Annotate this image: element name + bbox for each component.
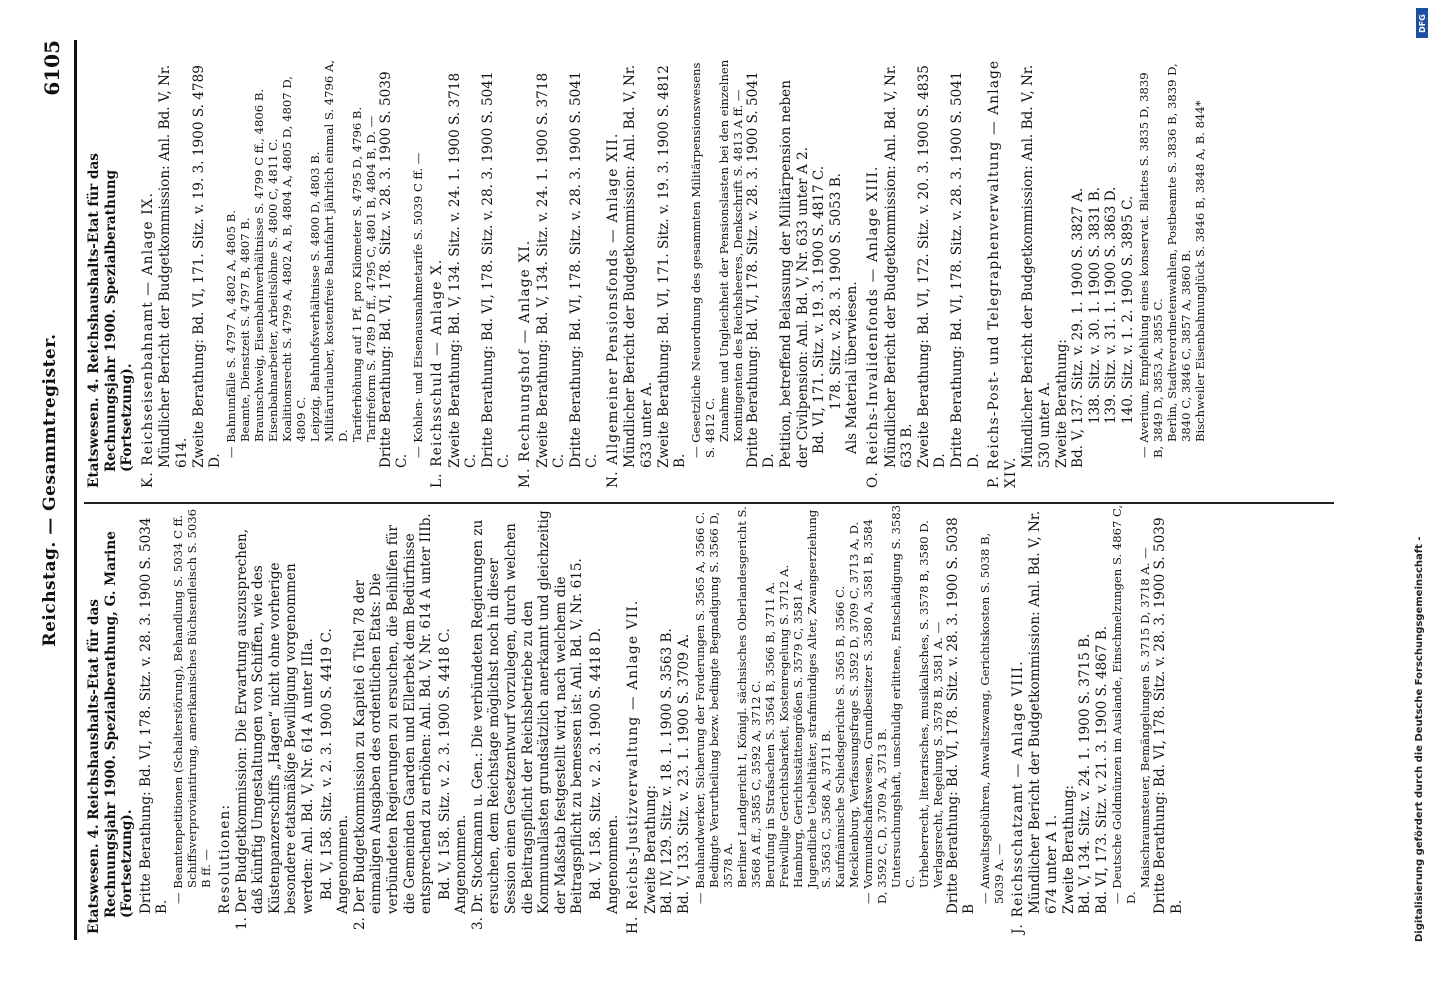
section-heading: Etatswesen. 4. Reichshaushalts-Etat für das Rechnungsjahr 1900. Spezialberathung, G. Marine (Fortsetzung).: [86, 531, 136, 934]
subentry: — Kohlen- und Eisenausnahmetarife S. 5039 C ff. —: [410, 152, 425, 458]
section-m: M. Rechnungshof — Anlage XI.: [516, 239, 533, 488]
entry: 140. Sitz. v. 1. 2. 1900 S. 3895 C.: [1119, 195, 1136, 424]
subentry: Berliner Landgericht I, Königl. sächsisches Oberlandesgericht S. 3568 A ff., 3585 C, 3592 A, 3712 C.: [734, 506, 763, 888]
left-column: [86, 504, 1186, 934]
section-o: O. Reichs-Invalidenfonds — Anlage XIII.: [865, 165, 881, 488]
subentry: Hamburg, Gerichtsstättengrößen S. 3579 C, 3581 A.: [790, 578, 805, 888]
entry: Mündlicher Bericht der Budgetkommission: Anl. Bd. V, Nr. 633 unter A.: [622, 64, 656, 468]
entry: Mündlicher Bericht der Budgetkommission: Anl. Bd. V, Nr. 530 unter A.: [1020, 64, 1053, 468]
entry: Dritte Berathung: Bd. VI, 178. Sitz. v. 28. 3. 1900 S. 5041 C.: [479, 71, 513, 468]
entry: Bd. V, 158. Sitz. v. 2. 3. 1900 S. 4419 C.: [318, 628, 335, 900]
subentry: Berlin, Stadtverordnetenwahlen, Postbeamte S. 3836 B, 3839 D, 3840 C, 3846 C, 3857 A, 3860 B.: [1164, 63, 1193, 442]
dfg-logo-text: DFG: [1417, 13, 1427, 33]
resolution: 1. Der Budgetkommission: Die Erwartung auszusprechen, daß künftig Umgestaltungen von Schiffen, wie des Küstenpanzerschiffs „Hagen“ nicht ohne vorherige besondere etatsmäßige Bewilligung vorgenommen werden: Anl. Bd. V, Nr. 614 A unter IIIa.: [233, 528, 316, 930]
entry: Angenommen.: [335, 814, 352, 914]
subentry: Bedingte Verurtheilung bezw. bedingte Begnadigung S. 3566 D, 3578 A.: [706, 511, 735, 888]
entry: Dritte Berathung: Bd. VI, 178. Sitz. v. 28. 3. 1900 S. 5039 C.: [377, 71, 411, 468]
entry: Dritte Berathung: Bd. VI, 178. Sitz. v. 28. 3. 1900 S. 5041 D.: [948, 71, 982, 468]
entry: Zweite Berathung:: [642, 785, 659, 914]
entry: Dritte Berathung: Bd. VI, 178. Sitz. v. 28. 3. 1900 S. 5041 C.: [567, 71, 601, 468]
subentry: Bischweiler Eisenbahnunglück S. 3846 B, 3848 A, B. 844*: [1192, 100, 1207, 442]
entry: Zweite Berathung: Bd. VI, 172. Sitz. v. 20. 3. 1900 S. 4835 D.: [915, 65, 949, 468]
subentry: Freiwillige Gerichtsbarkeit, Kostenregelung S. 3712 A.: [776, 564, 791, 888]
subentry: Leipzig, Bahnhofsverhältnisse S. 4800 D, 4803 B.: [307, 151, 322, 442]
entry: Zweite Berathung:: [1053, 339, 1070, 468]
subentry: Beamte, Dienstzeit S. 4797 B, 4807 B.: [237, 217, 252, 442]
subentry: Schiffsverproviantirung, amerikanisches Büchsenfleisch S. 5036 B ff. —: [184, 508, 213, 888]
entry: Zweite Berathung: Bd. VI, 171. Sitz. v. 19. 3. 1900 S. 4812 B.: [655, 65, 689, 468]
right-column: [86, 58, 1207, 488]
subentry: Koalitionsrecht S. 4799 A, 4802 A, B, 4804 A, 4805 D, 4807 D, 4809 C.: [279, 76, 308, 442]
page-number: 6105: [40, 40, 64, 96]
entry: 138. Sitz. v. 30. 1. 1900 S. 3831 B.: [1086, 186, 1103, 424]
section-p: P. Reichs-Post- und Telegraphenverwaltung — Anlage XIV.: [986, 59, 1019, 488]
entry: Als Material überwiesen.: [844, 281, 861, 454]
subentry: Jugendliche Uebelthäter, strafmündiges Alter, Zwangserziehung S. 3563 C, 3568 A, 3711 B.: [804, 509, 833, 888]
entry: Petition, betreffend Belassung der Militärpension neben der Civilpension: Anl. Bd. V, Nr. 633 unter A 2.: [778, 80, 811, 468]
entry: Mündlicher Bericht der Budgetkommission: Anl. Bd. V, Nr. 614.: [157, 64, 190, 468]
subentry: Verlagsrecht, Regelung S. 3578 B, 3581 A. —: [930, 621, 945, 888]
resolution: 3. Dr. Stockmann u. Gen.: Die verbündeten Regierungen zu ersuchen, dem Reichstage möglichst noch in dieser Session einen Gesetzentwurf vorzulegen, durch welchen die Beitragspflicht der Reichsbetriebe zu den Kommunallasten grundsätzlich anerkannt und gleichzeitig der Maßstab festgestellt wird, nach welchem die Beitragspflicht zu bemessen ist: Anl. Bd. V, Nr. 615.: [469, 510, 586, 930]
entry: Dritte Berathung: Bd. VI, 178. Sitz. v. 28. 3. 1900 S. 5041 D.: [744, 71, 778, 468]
entry: Bd. V, 133. Sitz. v. 23. 1. 1900 S. 3709 A.: [676, 633, 692, 914]
entry: Dritte Berathung: Bd. VI, 178. Sitz. v. 28. 3. 1900 S. 5038 B: [944, 517, 978, 914]
digitization-note-text: Digitalisierung gefördert durch die Deutsche Forschungsgemeinschaft -: [1414, 536, 1425, 942]
entry: Bd. IV, 129. Sitz. v. 18. 1. 1900 S. 3563 B.: [659, 628, 676, 914]
subentry: — Deutsche Goldmünzen im Auslande, Einschmelzungen S. 4867 C, D.: [1110, 504, 1139, 904]
section-j: J. Reichsschatzamt — Anlage VIII.: [1009, 660, 1026, 934]
subentry: Urheberrecht, literarisches, musikalisches, S. 3578 B, 3580 D.: [916, 520, 931, 888]
section-k: K. Reichseisenbahnamt — Anlage IX.: [139, 191, 156, 488]
entry: Zweite Berathung:: [1060, 785, 1077, 914]
subentry: Untersuchungshaft, unschuldig erlittene, Entschädigung S. 3583 C.: [888, 504, 917, 888]
subentry: — Vormundschaftswesen, Grundbesitzer S. 3580 A, 3581 B, 3584 D, 3592 C, D, 3709 A, 3713 B.: [860, 519, 889, 904]
subentry: Mecklenburg, Verfassungsfrage S. 3592 D, 3709 C, 3713 A, D.: [846, 521, 861, 888]
subentry: Maischraumsteuer, Bemängelungen S. 3715 D, 3718 A. —: [1138, 547, 1153, 888]
section-h: H. Reichs-Justizverwaltung — Anlage VII.: [625, 599, 642, 934]
entry: Bd. V, 158. Sitz. v. 2. 3. 1900 S. 4418 D.: [588, 627, 605, 900]
subentry: Zunahme und Ungleichheit der Pensionslasten bei den einzelnen Kontingenten des Reichsheeres, Denkschrift S. 4813 A ff. —: [716, 59, 745, 442]
section-n: N. Allgemeiner Pensionsfonds — Anlage XII.: [604, 132, 621, 488]
entry: Mündlicher Bericht der Budgetkommission: Anl. Bd. V, Nr. 674 unter A 1.: [1027, 510, 1060, 914]
subentry: Eisenbahnarbeiter, Arbeitslöhne S. 4800 C, 4811 C.: [265, 138, 280, 442]
entry: Angenommen.: [453, 814, 470, 914]
section-heading: Etatswesen. 4. Reichshaushalts-Etat für das Rechnungsjahr 1900. Spezialberathung (Fortsetzung).: [86, 153, 136, 488]
section-l: L. Reichsschuld — Anlage X.: [428, 258, 445, 488]
entry: Bd. V, 158. Sitz. v. 2. 3. 1900 S. 4418 C.: [436, 628, 453, 900]
subentry: Braunschweig, Eisenbahnverhältnisse S. 4799 C ff., 4806 B.: [251, 88, 266, 442]
page-title: Reichstag. — Gesammtregister.: [40, 333, 60, 647]
subentry: — Anwaltsgebühren, Anwaltszwang, Gerichtskosten S. 5038 B, 5039 A. —: [977, 532, 1006, 904]
resolution: 2. Der Budgetkommission zu Kapitel 6 Titel 78 der einmaligen Ausgaben des ordentlichen Etats: Die verbündeten Regierungen zu ersuchen, die Beihilfen für die Gemeinden Gaarden und Ellerbek dem Bedürfnisse entsprechend zu erhöhen: Anl. Bd. V, Nr. 614 A unter IIIb.: [351, 513, 435, 930]
digitization-note: [1410, 8, 1430, 992]
subentry: — Averium, Empfehlung eines konservat. Blattes S. 3835 D, 3839 B, 3849 D, 3853 A, 3855 C.: [1136, 72, 1165, 458]
subentry: — Bahnunfälle S. 4797 A, 4802 A, 4805 B.: [223, 210, 238, 458]
entry: Dritte Berathung: Bd. VI, 178. Sitz. v. 28. 3. 1900 S. 5039 B.: [1152, 517, 1185, 914]
subentry: Militärurlauber, kostenfreie Bahnfahrt jährlich einmal S. 4796 A, D.: [321, 60, 350, 442]
subentry: — Beamtenpetitionen (Schalterstörung), Behandlung S. 5034 C ff.: [170, 514, 185, 904]
header-rule: [74, 40, 77, 940]
entry: Zweite Berathung: Bd. V, 134. Sitz. v. 24. 1. 1900 S. 3718 C.: [534, 72, 568, 468]
subentry: — Bauhandwerker, Sicherung der Forderungen S. 3565 A, 3566 C.: [692, 511, 707, 904]
entry: 178. Sitz. v. 28. 3. 1900 S. 5053 B.: [827, 172, 844, 410]
resolutions-heading: Resolutionen:: [216, 803, 233, 914]
entry: Zweite Berathung: Bd. V, 134. Sitz. v. 24. 1. 1900 S. 3718 C.: [446, 72, 480, 468]
entry: Dritte Berathung: Bd. VI, 178. Sitz. v. 28. 3. 1900 S. 5034 B.: [137, 517, 171, 914]
subentry: Tariferhöhung auf 1 Pf. pro Kilometer S. 4795 D, 4796 B.: [349, 106, 364, 442]
entry: Bd. V, 137. Sitz. v. 29. 1. 1900 S. 3827 A.: [1070, 187, 1087, 468]
entry: Angenommen.: [604, 814, 621, 914]
entry: Bd. VI, 173. Sitz. v. 21. 3. 1900 S. 4867 B.: [1093, 625, 1110, 914]
entry: Zweite Berathung: Bd. VI, 171. Sitz. v. 19. 3. 1900 S. 4789 D.: [190, 65, 224, 468]
subentry: Kaufmännische Schiedsgerichte S. 3565 B, 3566 C.: [832, 585, 847, 888]
entry: Bd. VI, 171. Sitz. v. 19. 3. 1900 S. 4817 C.: [811, 165, 828, 454]
subentry: — Gesetzliche Neuordnung des gesammten Militärpensionswesens S. 4812 C.: [688, 62, 717, 458]
page-header: [40, 40, 66, 940]
subentry: Tarifreform S. 4789 D ff., 4795 C, 4801 B, 4804 B, D. —: [363, 115, 378, 442]
subentry: Berufung in Strafsachen S. 3564 B, 3566 B, 3711 A.: [762, 581, 777, 888]
entry: Mündlicher Bericht der Budgetkommission: Anl. Bd. V, Nr. 633 B.: [882, 64, 916, 468]
entry: 139. Sitz. v. 31. 1. 1900 S. 3863 D.: [1103, 186, 1120, 424]
entry: Bd. V, 134. Sitz. v. 24. 1. 1900 S. 3715 B.: [1077, 633, 1094, 914]
